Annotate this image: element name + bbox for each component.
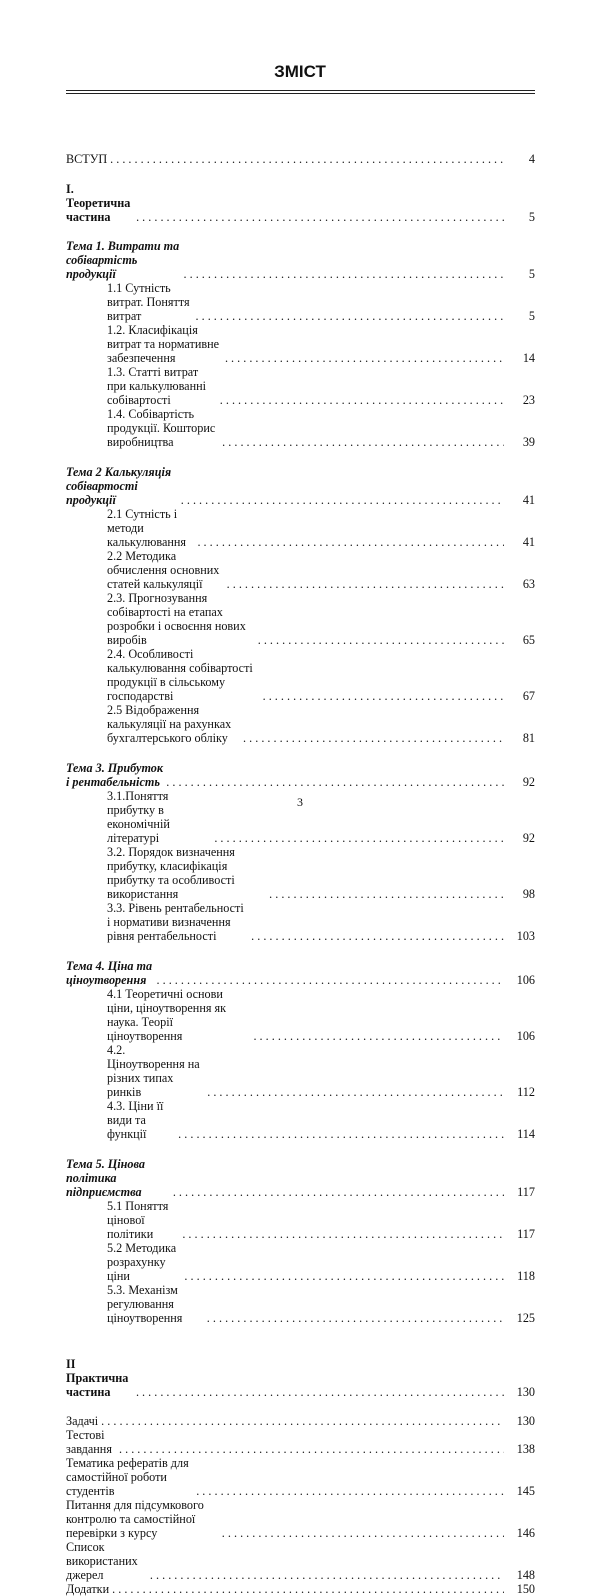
table-of-contents [66, 152, 535, 1596]
toc-entry-4-2[interactable]: 4.2. Ціноутворення на різних типах ринків . . . 112 [66, 1043, 535, 1099]
toc-entry-appendices[interactable]: Додатки . . . 150 [66, 1582, 535, 1596]
toc-entry-3-2[interactable]: 3.2. Порядок визначення прибутку, класифікація прибутку та особливості використання . . . 98 [66, 845, 535, 901]
toc-entry-chapter-5[interactable]: Тема 5. Цінова політика підприємства . . . 117 [66, 1157, 535, 1199]
toc-entry-tasks[interactable]: Задачі . . . 130 [66, 1414, 535, 1428]
toc-entry-tests[interactable]: Тестові завдання . . . 138 [66, 1428, 535, 1456]
toc-entry-2-5[interactable]: 2.5 Відображення калькуляції на рахунках бухгалтерського обліку . . . 81 [66, 703, 535, 745]
toc-entry-intro[interactable]: ВСТУП . . . 4 [66, 152, 535, 166]
toc-entry-questions[interactable]: Питання для підсумкового контролю та самостійної перевірки з курсу . . . 146 [66, 1498, 535, 1540]
toc-entry-4-3[interactable]: 4.3. Ціни її види та функції . . . 114 [66, 1099, 535, 1141]
page-title: ЗМІСТ [274, 62, 326, 81]
toc-entry-2-3[interactable]: 2.3. Прогнозування собівартості на етапах розробки і освоєння нових виробів . . . 65 [66, 591, 535, 647]
toc-entry-4-1[interactable]: 4.1 Теоретичні основи ціни, ціноутворення як наука. Теорії ціноутворення . . . 106 [66, 987, 535, 1043]
toc-entry-3-1[interactable]: 3.1.Поняття прибутку в економічній літературі . . . 92 [66, 789, 535, 845]
toc-entry-5-1[interactable]: 5.1 Поняття цінової політики . . . 117 [66, 1199, 535, 1241]
title-rule-top [66, 90, 535, 91]
toc-entry-2-4[interactable]: 2.4. Особливості калькулювання собівартості продукції в сільському господарстві . . . 67 [66, 647, 535, 703]
toc-entry-1-3[interactable]: 1.3. Статті витрат при калькулюванні собівартості . . . 23 [66, 365, 535, 407]
title-rule-bottom [66, 93, 535, 94]
toc-entry-essays[interactable]: Тематика рефератів для самостійної роботи студентів . . . 145 [66, 1456, 535, 1498]
toc-entry-5-3[interactable]: 5.3. Механізм регулювання ціноутворення . . . 125 [66, 1283, 535, 1325]
toc-entry-1-2[interactable]: 1.2. Класифікація витрат та нормативне забезпечення . . . 14 [66, 323, 535, 365]
toc-entry-references[interactable]: Список використаних джерел . . . 148 [66, 1540, 535, 1582]
toc-entry-3-3[interactable]: 3.3. Рівень рентабельності і нормативи визначення рівня рентабельності . . . 103 [66, 901, 535, 943]
toc-entry-2-1[interactable]: 2.1 Сутність і методи калькулювання . . . 41 [66, 507, 535, 549]
page-number: 3 [297, 795, 303, 809]
toc-entry-chapter-2[interactable]: Тема 2 Калькуляція собівартості продукції . . . 41 [66, 465, 535, 507]
toc-entry-2-2[interactable]: 2.2 Методика обчислення основних статей калькуляції . . . 63 [66, 549, 535, 591]
toc-entry-part-2[interactable]: ІІ Практична частина . . . 130 [66, 1357, 535, 1399]
toc-entry-5-2[interactable]: 5.2 Методика розрахунку ціни . . . 118 [66, 1241, 535, 1283]
toc-entry-chapter-1[interactable]: Тема 1. Витрати та собівартість продукції . . . 5 [66, 239, 535, 281]
toc-entry-chapter-4[interactable]: Тема 4. Ціна та ціноутворення . . . 106 [66, 959, 535, 987]
toc-entry-1-4[interactable]: 1.4. Собівартість продукції. Кошторис виробництва . . . 39 [66, 407, 535, 449]
toc-entry-1-1[interactable]: 1.1 Сутність витрат. Поняття витрат . . . 5 [66, 281, 535, 323]
toc-entry-chapter-3[interactable]: Тема 3. Прибуток і рентабельність . . . 92 [66, 761, 535, 789]
toc-entry-part-1[interactable]: І. Теоретична частина . . . 5 [66, 182, 535, 224]
